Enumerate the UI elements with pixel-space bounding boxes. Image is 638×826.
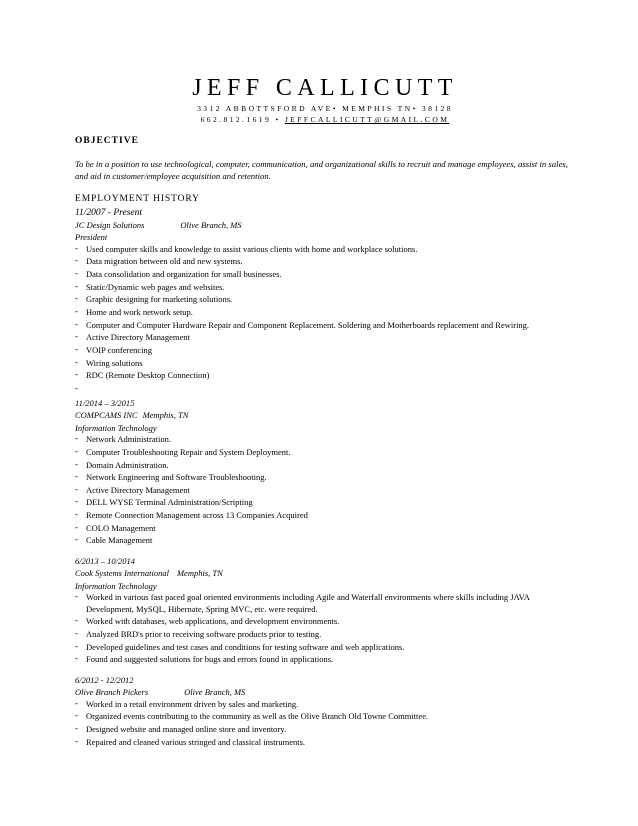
bullet-text: Worked in a retail environment driven by sales and marketing. xyxy=(86,698,299,709)
bullet-text: DELL WYSE Terminal Administration/Scripting xyxy=(86,497,253,508)
bullet-dash: - xyxy=(75,306,78,317)
job-bullet-list xyxy=(75,592,575,666)
bullet-text: COLO Management xyxy=(86,522,156,533)
contact-address: 3312 ABBOTTSFORD AVE• MEMPHIS TN• 38128 xyxy=(197,104,453,113)
list-item xyxy=(75,654,575,666)
bullet-text: Wiring solutions xyxy=(86,357,143,368)
contact-email-link[interactable]: JEFFCALLICUTT@GMAIL.COM xyxy=(284,115,450,124)
bullet-dash: - xyxy=(75,483,78,494)
job-company-line xyxy=(75,686,575,698)
job-location: Memphis, TN xyxy=(142,410,189,421)
job-location: Olive Branch, MS xyxy=(184,687,246,698)
bullet-dash: - xyxy=(75,356,78,367)
bullet-dash: - xyxy=(75,653,78,664)
list-item xyxy=(75,711,575,723)
bullet-text: Active Directory Management xyxy=(86,484,190,495)
list-item xyxy=(75,256,575,268)
bullet-dash: - xyxy=(75,591,78,602)
job-location: Memphis, TN xyxy=(176,568,223,579)
list-item xyxy=(75,699,575,711)
bullet-dash: - xyxy=(75,509,78,520)
job-company: JC Design Solutions xyxy=(75,220,145,230)
job-location: Olive Branch, MS xyxy=(180,220,242,230)
bullet-text: Computer Troubleshooting Repair and System Deployment. xyxy=(86,446,291,457)
bullet-text: Data migration between old and new systems. xyxy=(86,256,243,267)
list-item xyxy=(75,629,575,641)
list-item xyxy=(75,460,575,472)
job-dates: 6/2012 - 12/2012 xyxy=(75,675,134,685)
bullet-text: Used computer skills and knowledge to assist various clients with home and workplace solutions. xyxy=(86,243,418,254)
list-item xyxy=(75,320,575,332)
bullet-dash: - xyxy=(75,723,78,734)
bullet-dash: - xyxy=(75,471,78,482)
bullet-dash: - xyxy=(75,615,78,626)
list-item xyxy=(75,358,575,370)
bullet-dash: - xyxy=(75,445,78,456)
list-item xyxy=(75,592,575,615)
bullet-text: Network Engineering and Software Troubleshooting. xyxy=(86,472,267,483)
job-company: COMPCAMS INC xyxy=(75,410,138,421)
job-entry xyxy=(75,397,575,548)
job-company-line xyxy=(75,567,575,579)
job-bullet-list xyxy=(75,244,575,382)
bullet-text: RDC (Remote Desktop Connection) xyxy=(86,370,210,381)
contact-line xyxy=(0,114,638,125)
list-item xyxy=(75,294,575,306)
job-dates: 11/2014 – 3/2015 xyxy=(75,398,135,408)
list-item xyxy=(75,269,575,281)
empty-bullet-dash: - xyxy=(75,382,78,393)
job-entry xyxy=(75,555,575,667)
list-item xyxy=(75,472,575,484)
bullet-dash: - xyxy=(75,710,78,721)
bullet-text: Worked in various fast paced goal oriented environments including Agile and Waterfall environments where skills including JAVA Development, MySQL, Hibernate, Spring MVC, etc. were required. xyxy=(86,592,530,614)
bullet-dash: - xyxy=(75,369,78,380)
bullet-text: Home and work network setup. xyxy=(86,307,193,318)
bullet-text: Worked with databases, web applications, and development environments. xyxy=(86,616,340,627)
job-bullet-list xyxy=(75,699,575,749)
bullet-dash: - xyxy=(75,343,78,354)
list-item xyxy=(75,510,575,522)
bullet-dash: - xyxy=(75,628,78,639)
bullet-text: Static/Dynamic web pages and websites. xyxy=(86,281,225,292)
job-company-line xyxy=(75,409,575,421)
bullet-text: VOIP conferencing xyxy=(86,344,153,355)
list-item xyxy=(75,447,575,459)
bullet-text: Data consolidation and organization for small businesses. xyxy=(86,269,282,280)
list-item xyxy=(75,497,575,509)
bullet-text: Repaired and cleaned various stringed and classical instruments. xyxy=(86,736,306,747)
contact-separator: • xyxy=(275,115,281,124)
bullet-dash: - xyxy=(75,242,78,253)
bullet-text: Developed guidelines and test cases and conditions for testing software and web applications. xyxy=(86,641,405,652)
bullet-dash: - xyxy=(75,735,78,746)
bullet-text: Remote Connection Management across 13 Companies Acquired xyxy=(86,510,308,521)
bullet-dash: - xyxy=(75,640,78,651)
bullet-text: Computer and Computer Hardware Repair and Component Replacement. Soldering and Motherboards replacement and Rewiring. xyxy=(86,319,530,330)
job-entry xyxy=(75,674,575,749)
bullet-dash: - xyxy=(75,280,78,291)
bullet-dash: - xyxy=(75,331,78,342)
list-item xyxy=(75,282,575,294)
bullet-dash: - xyxy=(75,697,78,708)
list-item xyxy=(75,485,575,497)
job-dates: 6/2013 – 10/2014 xyxy=(75,556,135,566)
job-title: Information Technology xyxy=(75,580,157,591)
bullet-text: Designed website and managed online store and inventory. xyxy=(86,724,287,735)
job-title: President xyxy=(75,232,108,243)
list-item xyxy=(75,434,575,446)
bullet-dash: - xyxy=(75,534,78,545)
candidate-name: JEFF CALLICUTT xyxy=(192,75,458,101)
bullet-dash: - xyxy=(75,318,78,329)
list-item xyxy=(75,370,575,382)
employment-history-heading: EMPLOYMENT HISTORY xyxy=(75,194,200,204)
job-title: Information Technology xyxy=(75,422,157,433)
list-item xyxy=(75,616,575,628)
job-company: Cook Systems International xyxy=(75,568,169,579)
list-item xyxy=(75,345,575,357)
list-item xyxy=(75,244,575,256)
bullet-text: Organized events contributing to the community as well as the Olive Branch Old Towne Committee. xyxy=(86,711,429,722)
list-item xyxy=(75,332,575,344)
objective-text: To be in a position to use technological, computer, communication, and organizational skills to recruit and manage employees, assist in sales, and aid in customer/employee acquisition and retention. xyxy=(75,159,568,181)
bullet-text: Active Directory Management xyxy=(86,332,190,343)
list-item xyxy=(75,737,575,749)
objective-heading: OBJECTIVE xyxy=(75,136,139,146)
bullet-text: Graphic designing for marketing solutions. xyxy=(86,294,233,305)
list-item xyxy=(75,307,575,319)
bullet-text: Domain Administration. xyxy=(86,459,169,470)
bullet-dash: - xyxy=(75,458,78,469)
list-item xyxy=(75,523,575,535)
bullet-dash: - xyxy=(75,433,78,444)
job-bullet-list xyxy=(75,434,575,547)
job-entry xyxy=(75,207,575,394)
contact-phone: 662.812.1619 xyxy=(200,115,272,124)
bullet-dash: - xyxy=(75,255,78,266)
list-item xyxy=(75,642,575,654)
bullet-dash: - xyxy=(75,496,78,507)
bullet-dash: - xyxy=(75,293,78,304)
bullet-dash: - xyxy=(75,521,78,532)
list-item xyxy=(75,535,575,547)
job-company-line xyxy=(75,219,575,231)
bullet-text: Found and suggested solutions for bugs and errors found in applications. xyxy=(86,654,334,665)
job-dates: 11/2007 - Present xyxy=(75,208,143,218)
bullet-text: Cable Management xyxy=(86,535,153,546)
bullet-dash: - xyxy=(75,268,78,279)
bullet-text: Network Administration. xyxy=(86,434,171,445)
bullet-text: Analyzed BRD's prior to receiving software products prior to testing. xyxy=(86,629,322,640)
list-item xyxy=(75,724,575,736)
job-company: Olive Branch Pickers xyxy=(75,687,149,698)
